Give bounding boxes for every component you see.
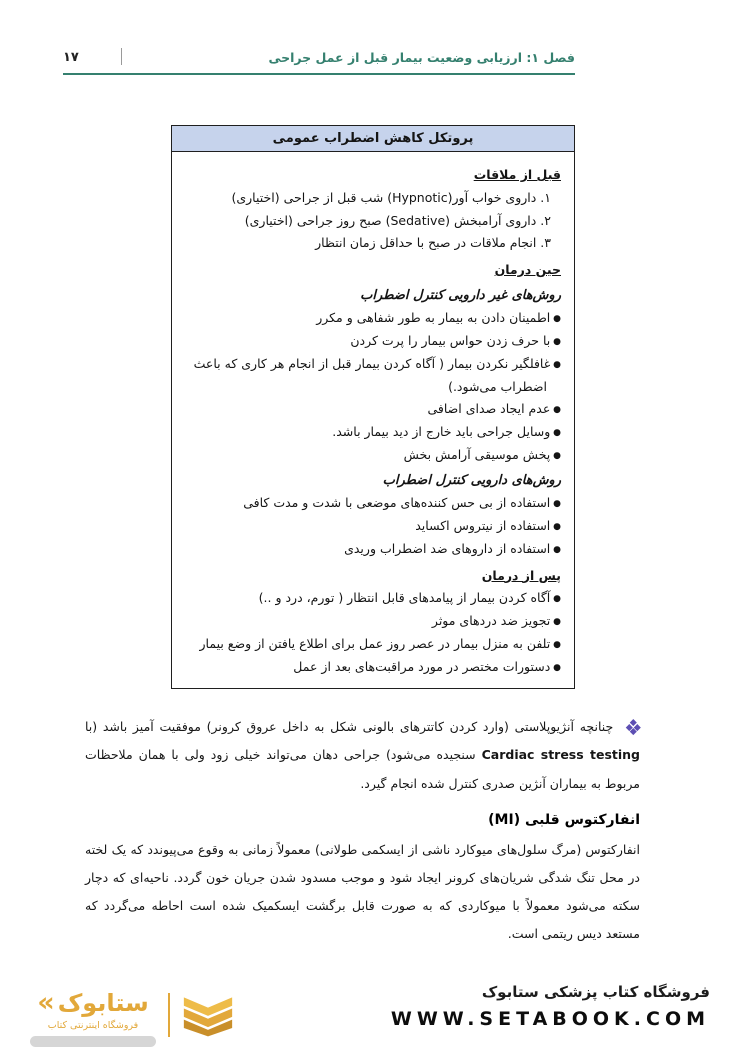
protocol-section-heading: قبل از ملاقات [473,167,561,182]
protocol-bullet-item: ● تلفن به منزل بیمار در عصر روز عمل برای اطلاع یافتن از وضع بیمار [185,633,561,656]
logo-divider [168,993,170,1037]
protocol-bullet-item: ● استفاده از نیتروس اکساید [185,515,561,538]
page-number: ۱۷ [63,50,79,65]
protocol-box-body [172,152,574,688]
website-url: WWW.SETABOOK.COM [390,1008,710,1030]
chapter-title: فصل ۱: ارزیابی وضعیت بیمار قبل از عمل جراحی [268,50,575,65]
protocol-subheading: روش‌های دارویی کنترل اضطراب [382,472,561,488]
protocol-numbered-item: ۲. داروی آرامبخش (Sedative) صبح روز جراحی (اختیاری) [244,212,551,228]
protocol-bullet-item: ● عدم ایجاد صدای اضافی [185,398,561,421]
page-header [63,48,575,75]
protocol-box-title: پروتکل کاهش اضطراب عمومی [172,126,574,152]
protocol-bullet-item: ● استفاده از داروهای ضد اضطراب وریدی [185,538,561,561]
protocol-bullet-item: ● پخش موسیقی آرامش بخش [185,444,561,467]
protocol-bullet-item: ● استفاده از بی حس کننده‌های موضعی با شدت و مدت کافی [185,492,561,515]
protocol-bullet-item: ● تجویز ضد دردهای موثر [185,610,561,633]
logo-emblem-icon [182,993,234,1037]
mi-paragraph: انفارکتوس (مرگ سلول‌های میوکارد ناشی از ایسکمی طولانی) معمولاً زمانی به وقوع می‌پیوندد که یک لخته در محل تنگ شدگی شریان‌های کرونر ایجاد شود و موجب مسدود شدن جریان خون گردد. ناحیه‌ای که دچار سکته می‌شود معمولاً با میوکاردی که به صورت قابل برگشت ایسکمیک شده است احاطه می‌گردد که مستعد دیس ریتمی است. [85,841,640,942]
note-english-term: Cardiac stress testing [481,747,640,763]
protocol-numbered-item: ۳. انجام ملاقات در صبح با حداقل زمان انتظار [315,235,551,251]
logo-subtitle: فروشگاه اینترنتی کتاب [47,1020,139,1031]
protocol-section-heading: پس از درمان [481,567,561,583]
protocol-bullet-item: ● وسایل جراحی باید خارج از دید بیمار باشد. [185,421,561,444]
logo-text-block [30,989,156,1040]
protocol-bullet-item: ● آگاه کردن بیمار از پیامدهای قابل انتظار ( تورم، درد و ..) [185,587,561,610]
mi-section-heading: انفارکتوس قلبی (MI) [488,811,640,828]
protocol-bullet-item: ● دستورات مختصر در مورد مراقبت‌های بعد از عمل [185,656,561,679]
note-text-part2: سنجیده می‌شود) جراحی دهان می‌تواند خیلی زود ولی با همان ملاحظات مربوط به بیماران آنژین صدری کنترل شده انجام گیرد. [85,747,640,791]
diamond-bullet-icon [627,720,640,733]
protocol-bullet-item: ● غافلگیر نکردن بیمار ( آگاه کردن بیمار قبل از انجام هر کاری که باعث اضطراب می‌شود.) [185,353,561,399]
page-content [0,118,737,948]
page-footer [0,962,737,1042]
angioplasty-note [85,713,640,797]
store-name: فروشگاه کتاب پزشکی ستابوک [481,983,710,1001]
setabook-logo [30,989,234,1040]
protocol-bullet-item: ● با حرف زدن حواس بیمار را پرت کردن [185,330,561,353]
protocol-box [171,125,575,689]
protocol-subheading: روش‌های غیر دارویی کنترل اضطراب [360,287,561,303]
note-text-part1: چنانچه آنژیوپلاستی (وارد کردن کاتترهای بالونی شکل به داخل عروق کرونر) موفقیت آمیز باشد (با [85,719,614,735]
protocol-section-heading: حین درمان [494,262,561,277]
logo-chevron-icon: « [37,987,55,1018]
logo-wordmark: ستابوک [57,988,149,1017]
protocol-bullet-item: ● اطمینان دادن به بیمار به طور شفاهی و مکرر [185,307,561,330]
header-divider [121,48,122,65]
footer-store-info [391,983,710,1030]
protocol-numbered-item: ۱. داروی خواب آور(Hypnotic) شب قبل از جراحی (اختیاری) [231,189,551,205]
